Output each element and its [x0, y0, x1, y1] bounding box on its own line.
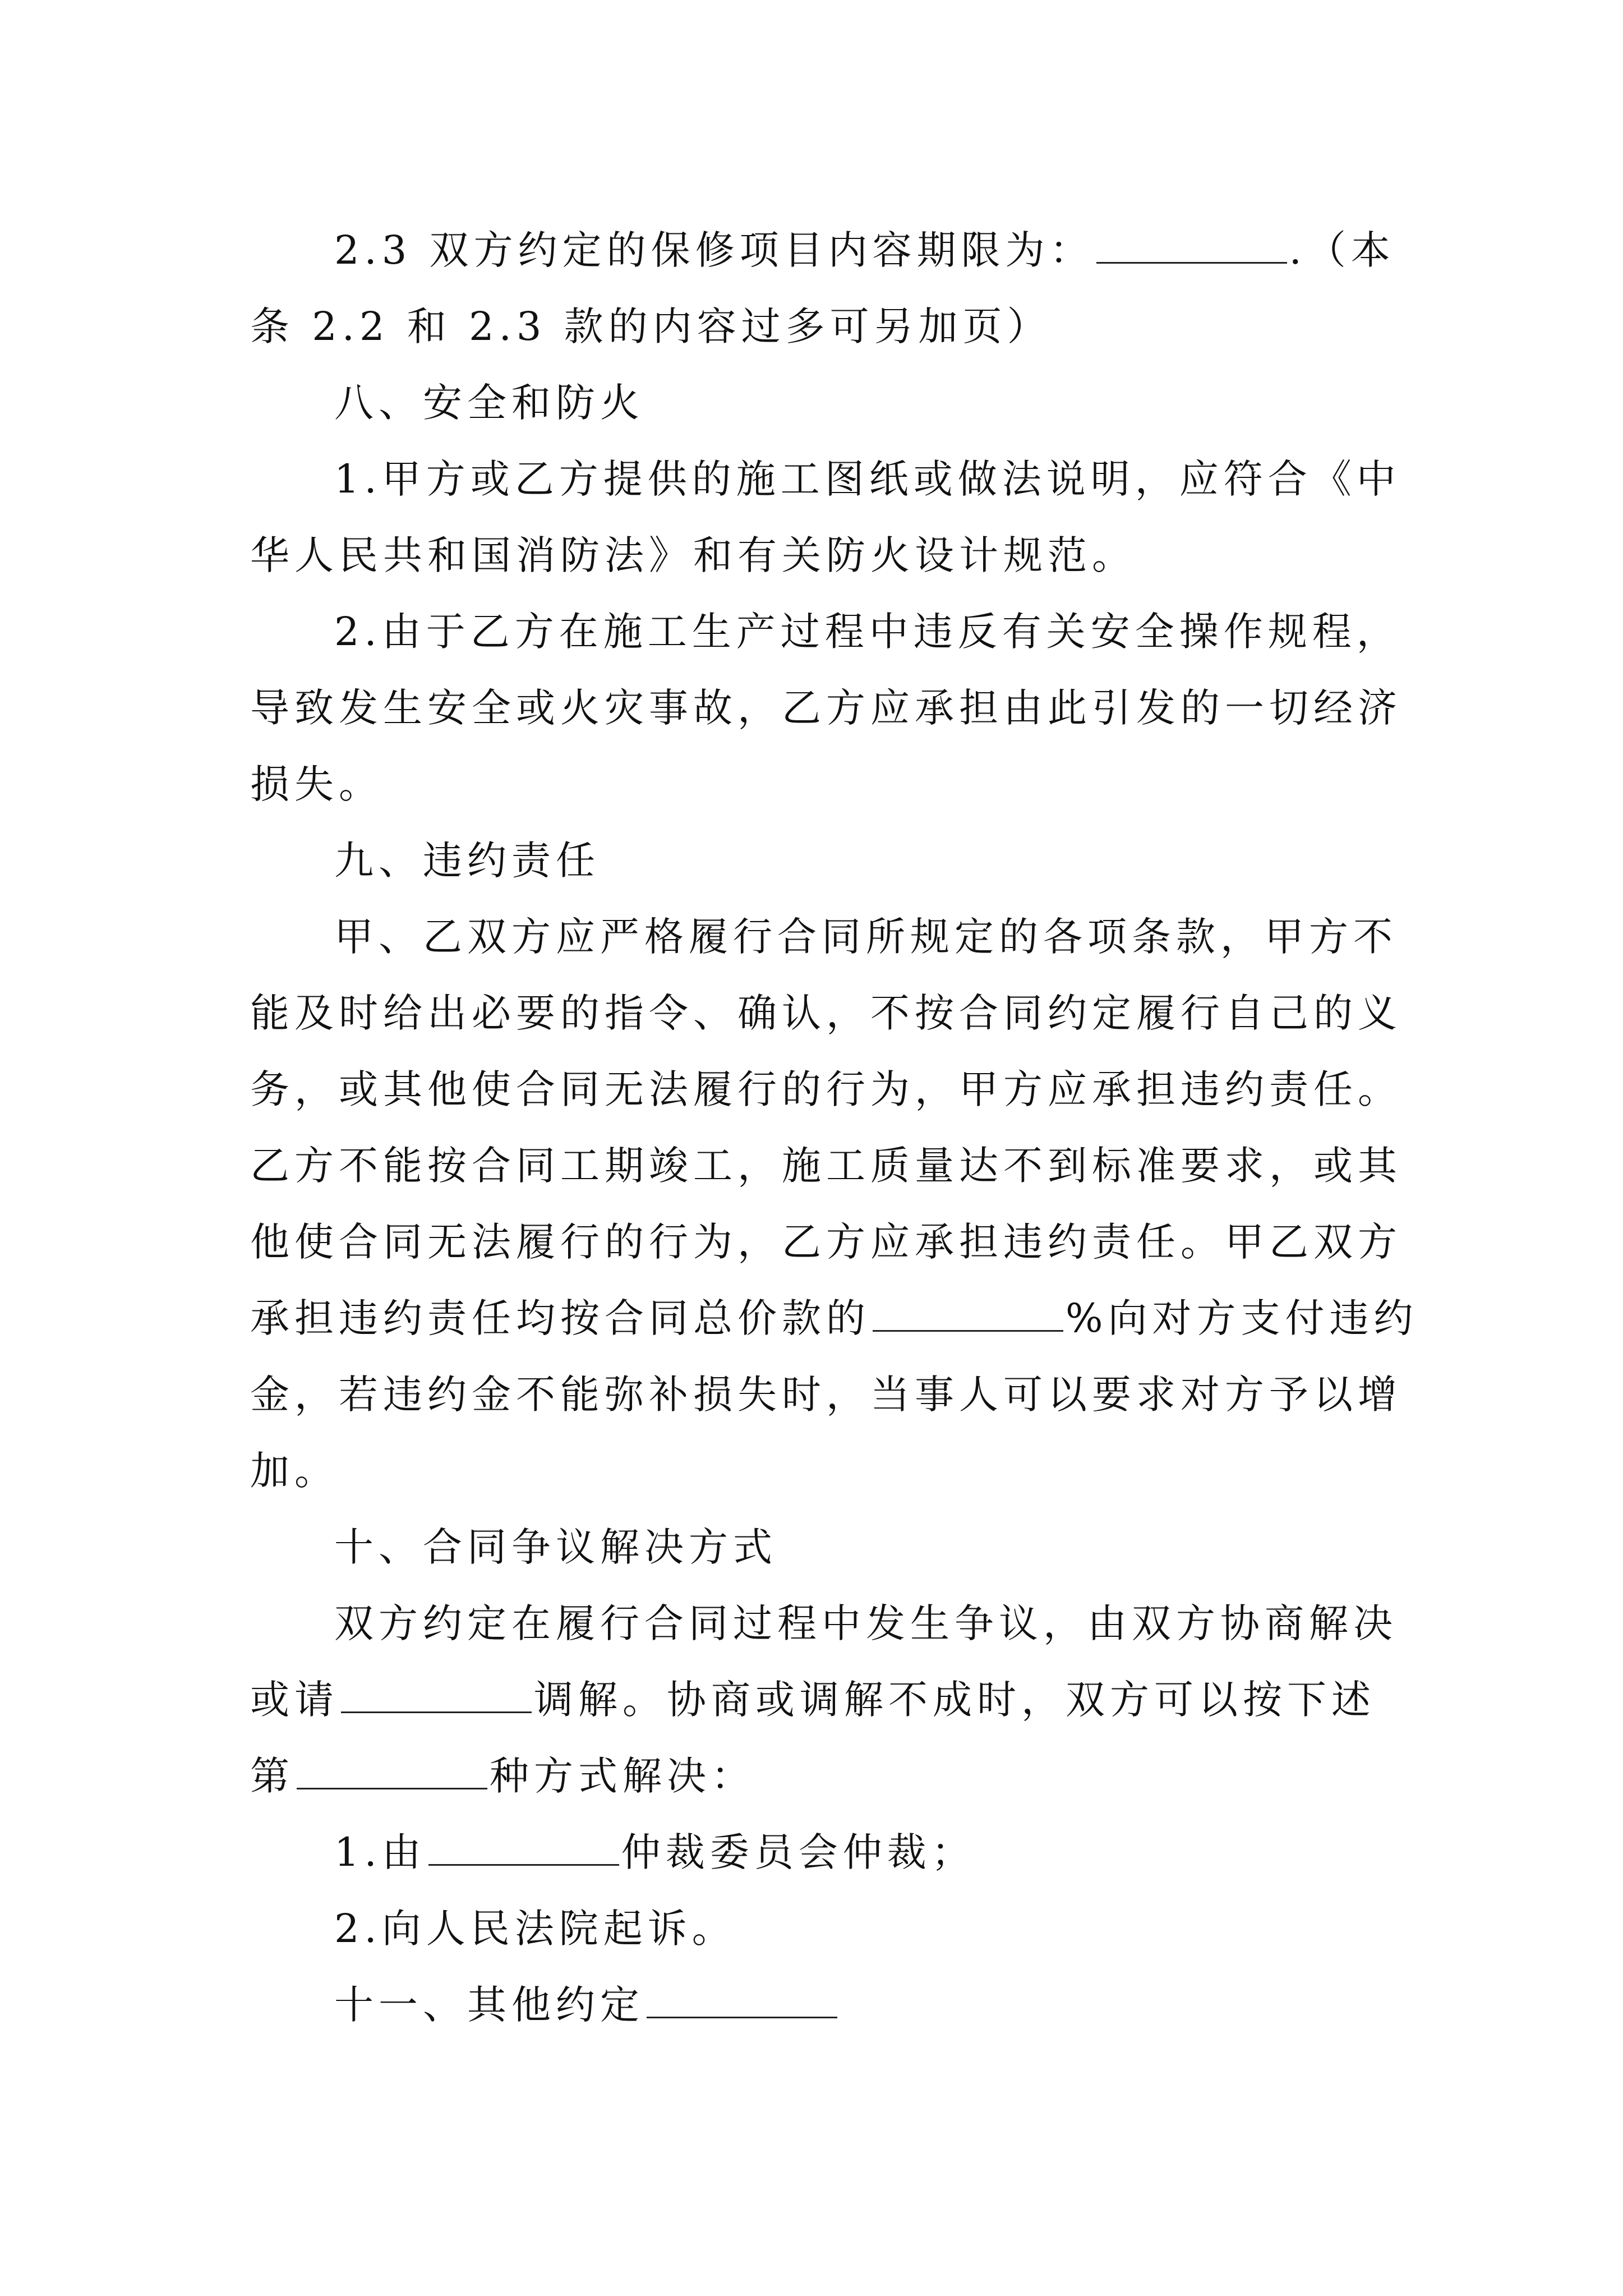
- section-title: 十一、其他约定: [334, 1982, 644, 2028]
- liability-line-8: [250, 1433, 1377, 1509]
- text-segment: 1.由: [334, 1829, 426, 1875]
- text-segment: 双方约定在履行合同过程中发生争议，由双方协商解决: [334, 1600, 1398, 1646]
- dispute-line-2: [250, 1662, 1377, 1738]
- safety-clause-1-line-1: [250, 441, 1401, 517]
- safety-clause-2-line-3: [250, 746, 1377, 822]
- fill-in-blank: [341, 1672, 532, 1713]
- section-heading-safety-fire: [250, 365, 1377, 441]
- text-segment: 金，若违约金不能弥补损失时，当事人可以要求对方予以增: [250, 1372, 1402, 1418]
- text-segment: 华人民共和国消防法》和有关防火设计规范。: [250, 532, 1136, 578]
- safety-clause-2-line-1: [250, 593, 1401, 670]
- safety-clause-2-line-2: [250, 670, 1402, 746]
- liability-line-2: [250, 975, 1402, 1051]
- liability-line-7: [250, 1356, 1402, 1433]
- text-segment: 2.3 双方约定的保修项目内容期限为：: [334, 227, 1094, 273]
- liability-line-3: [250, 1051, 1402, 1128]
- dispute-option-2: [250, 1890, 1377, 1967]
- dispute-option-1: [250, 1814, 1377, 1890]
- section-heading-dispute: [250, 1509, 1377, 1585]
- fill-in-blank: [647, 1977, 837, 2018]
- text-segment: 2.向人民法院起诉。: [334, 1906, 736, 1952]
- text-segment: 种方式解决：: [490, 1753, 755, 1799]
- text-segment: 仲裁委员会仲裁；: [621, 1829, 976, 1875]
- text-segment: 条 2.2 和 2.3 款的内容过多可另加页）: [250, 303, 1052, 349]
- text-segment: 调解。协商或调解不成时，双方可以按下述: [534, 1677, 1376, 1723]
- clause-2-3-line-2: [250, 288, 1377, 365]
- section-heading-liability: [250, 822, 1377, 899]
- dispute-line-3: [250, 1738, 1377, 1814]
- liability-line-6: [250, 1280, 1418, 1356]
- dispute-line-1: [250, 1585, 1398, 1662]
- liability-line-5: [250, 1204, 1402, 1280]
- text-segment: .（本: [1289, 227, 1395, 273]
- text-segment: %向对方支付违约: [1066, 1295, 1418, 1341]
- text-segment: 务，或其他使合同无法履行的行为，甲方应承担违约责任。: [250, 1066, 1402, 1112]
- document-page: [250, 212, 1418, 2043]
- text-segment: 加。: [250, 1448, 339, 1494]
- text-segment: 第: [250, 1753, 294, 1799]
- text-segment: 导致发生安全或火灾事故，乙方应承担由此引发的一切经济: [250, 685, 1402, 731]
- section-title: 八、安全和防火: [334, 380, 644, 426]
- text-segment: 或请: [250, 1677, 339, 1723]
- text-segment: 2.由于乙方在施工生产过程中违反有关安全操作规程，: [334, 609, 1401, 655]
- section-title: 九、违约责任: [334, 838, 600, 884]
- text-segment: 能及时给出必要的指令、确认，不按合同约定履行自己的义: [250, 990, 1402, 1036]
- text-segment: 损失。: [250, 761, 383, 807]
- liability-line-4: [250, 1128, 1402, 1204]
- clause-2-3-line-1: [250, 212, 1395, 288]
- text-segment: 他使合同无法履行的行为，乙方应承担违约责任。甲乙双方: [250, 1219, 1402, 1265]
- safety-clause-1-line-2: [250, 517, 1377, 593]
- text-segment: 甲、乙双方应严格履行合同所规定的各项条款，甲方不: [334, 914, 1398, 960]
- section-heading-other: [250, 1967, 1377, 2043]
- text-segment: 乙方不能按合同工期竣工，施工质量达不到标准要求，或其: [250, 1143, 1402, 1189]
- text-segment: 承担违约责任均按合同总价款的: [250, 1295, 870, 1341]
- fill-in-blank: [1096, 223, 1287, 264]
- fill-in-blank: [297, 1749, 487, 1789]
- section-title: 十、合同争议解决方式: [334, 1524, 777, 1570]
- fill-in-blank: [873, 1291, 1063, 1332]
- liability-line-1: [250, 899, 1398, 975]
- fill-in-blank: [428, 1825, 619, 1866]
- text-segment: 1.甲方或乙方提供的施工图纸或做法说明，应符合《中: [334, 456, 1401, 502]
